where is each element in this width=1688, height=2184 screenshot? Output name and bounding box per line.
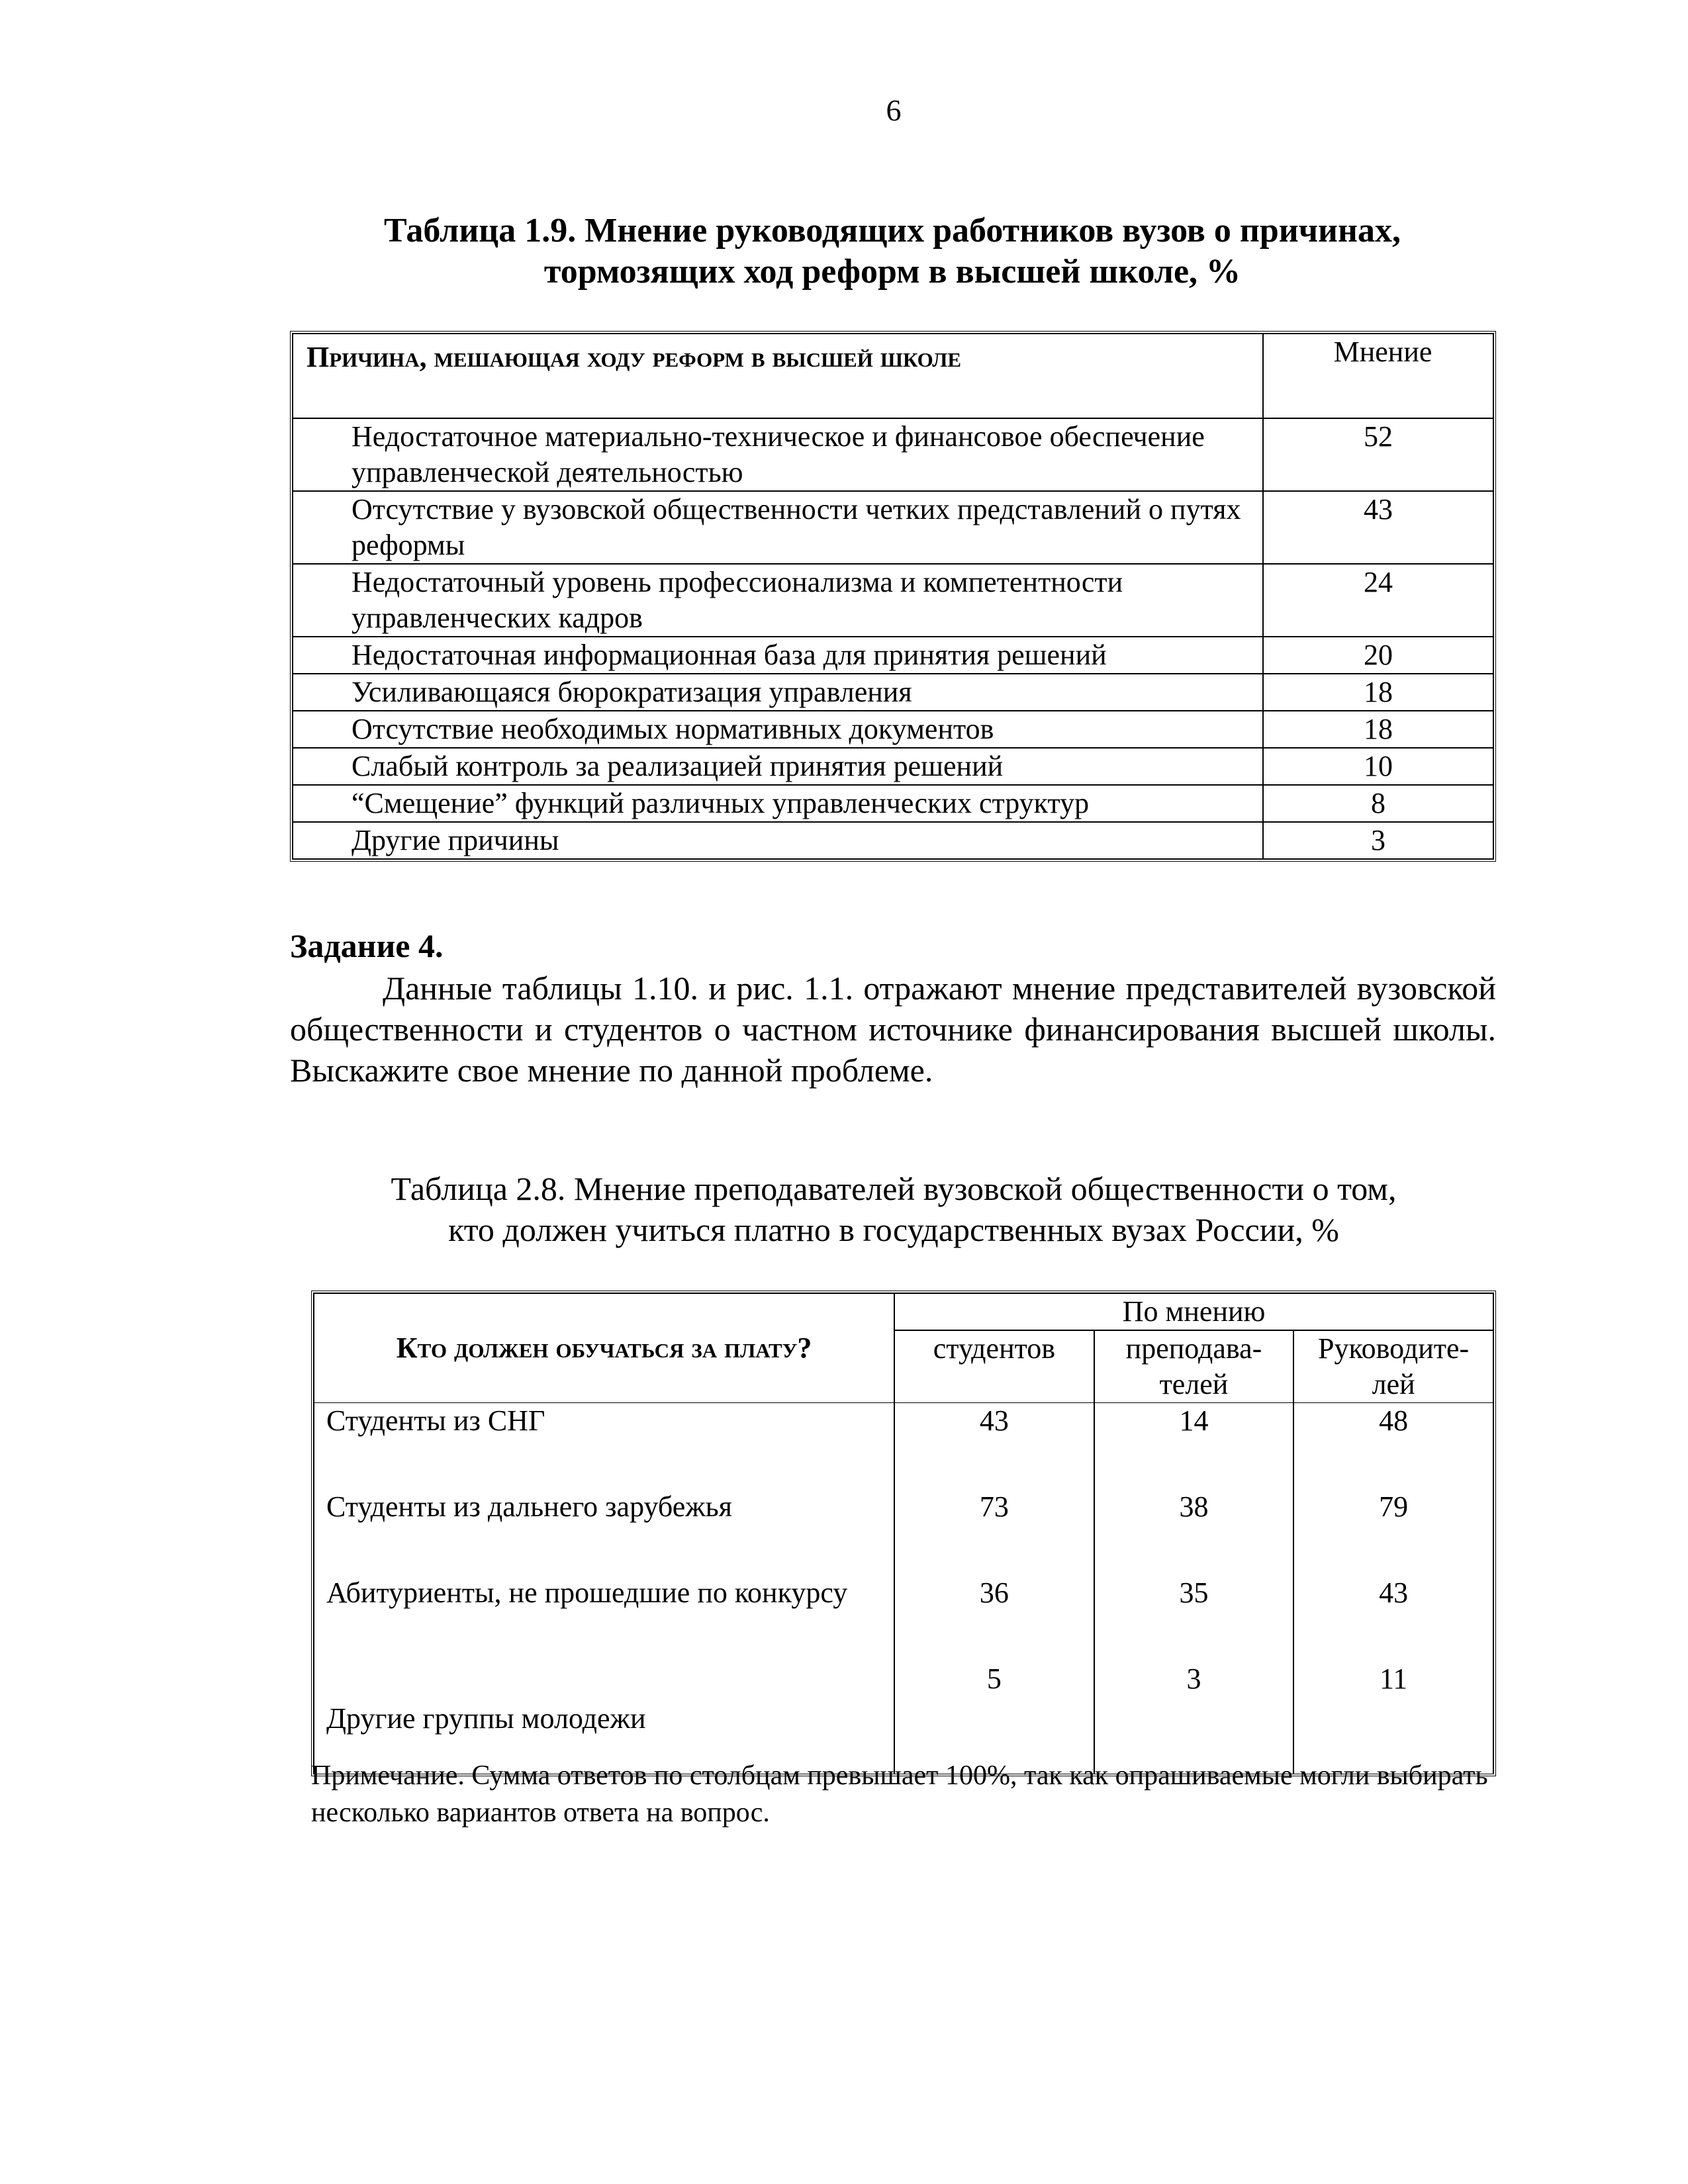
cause-cell: Отсутствие необходимых нормативных документов (293, 711, 1263, 748)
task-text: Данные таблицы 1.10. и рис. 1.1. отражают мнение представителей вузовской общественности и студентов о частном источнике финансирования высшей школы. Выскажите свое мнение по данной проблеме. (290, 970, 1496, 1089)
page-number: 6 (886, 93, 902, 127)
reasons-table (290, 331, 1496, 862)
opinion-cell: 52 (1263, 418, 1493, 491)
cause-cell: Недостаточное материально-техническое и финансовое обеспечение управленческой деятельностью (293, 418, 1263, 491)
value-cell: 48 (1293, 1403, 1493, 1489)
group-cell: Другие группы молодежи (314, 1661, 894, 1774)
header-opinion: Мнение (1263, 334, 1493, 418)
table1-title-line1: Таблица 1.9. Мнение руководящих работников вузов о причинах, (384, 212, 1401, 250)
value-cell: 38 (1094, 1489, 1294, 1575)
header-cause-text: Причина, мешающая ходу реформ в высшей школе (306, 341, 962, 373)
table-row (293, 785, 1493, 822)
header-students: студентов (894, 1330, 1094, 1403)
table-row (314, 1575, 1493, 1661)
opinion-cell: 43 (1263, 491, 1493, 564)
cause-cell: Недостаточный уровень профессионализма и компетентности управленческих кадров (293, 564, 1263, 637)
table1-title (290, 210, 1495, 293)
table-row (293, 711, 1493, 748)
opinion-cell: 10 (1263, 748, 1493, 785)
table-row (314, 1489, 1493, 1575)
header-group: По мнению (894, 1293, 1493, 1330)
value-cell: 5 (894, 1661, 1094, 1774)
group-cell: Студенты из дальнего зарубежья (314, 1489, 894, 1575)
task-heading: Задание 4. (290, 927, 444, 964)
table-header-row (314, 1293, 1493, 1330)
paid-education-table (311, 1291, 1496, 1776)
table-row (293, 748, 1493, 785)
table-row (293, 564, 1493, 637)
table2-title-line2: кто должен учиться платно в государственных вузах России, % (448, 1211, 1339, 1248)
table-row (293, 822, 1493, 859)
header-teachers: преподава-телей (1094, 1330, 1294, 1403)
table2-title-line1: Таблица 2.8. Мнение преподавателей вузовской общественности о том, (391, 1170, 1397, 1207)
header-question: Кто должен обучаться за плату? (314, 1293, 894, 1403)
value-cell: 14 (1094, 1403, 1294, 1489)
table-row (293, 418, 1493, 491)
opinion-cell: 18 (1263, 674, 1493, 711)
cause-cell: “Смещение” функций различных управленческих структур (293, 785, 1263, 822)
table-row (293, 491, 1493, 564)
table-header-row (293, 334, 1493, 418)
value-cell: 43 (1293, 1575, 1493, 1661)
value-cell: 73 (894, 1489, 1094, 1575)
table-note: Примечание. Сумма ответов по столбцам превышает 100%, так как опрашиваемые могли выбирать несколько вариантов ответа на вопрос. (311, 1760, 1488, 1828)
opinion-cell: 3 (1263, 822, 1493, 859)
value-cell: 79 (1293, 1489, 1493, 1575)
table-row (314, 1403, 1493, 1489)
value-cell: 35 (1094, 1575, 1294, 1661)
value-cell: 36 (894, 1575, 1094, 1661)
opinion-cell: 8 (1263, 785, 1493, 822)
table-row (293, 637, 1493, 674)
value-cell: 11 (1293, 1661, 1493, 1774)
header-cause (293, 334, 1263, 418)
cause-cell: Отсутствие у вузовской общественности четких представлений о путях реформы (293, 491, 1263, 564)
group-cell: Студенты из СНГ (314, 1403, 894, 1489)
group-cell: Абитуриенты, не прошедшие по конкурсу (314, 1575, 894, 1661)
header-managers: Руководите-лей (1293, 1330, 1493, 1403)
cause-cell: Усиливающаяся бюрократизация управления (293, 674, 1263, 711)
cause-cell: Недостаточная информационная база для принятия решений (293, 637, 1263, 674)
opinion-cell: 20 (1263, 637, 1493, 674)
table2-title (311, 1168, 1476, 1250)
opinion-cell: 18 (1263, 711, 1493, 748)
value-cell: 43 (894, 1403, 1094, 1489)
cause-cell: Другие причины (293, 822, 1263, 859)
table1-title-line2: тормозящих ход реформ в высшей школе, % (543, 253, 1241, 291)
value-cell: 3 (1094, 1661, 1294, 1774)
opinion-cell: 24 (1263, 564, 1493, 637)
cause-cell: Слабый контроль за реализацией принятия решений (293, 748, 1263, 785)
table-row (293, 674, 1493, 711)
